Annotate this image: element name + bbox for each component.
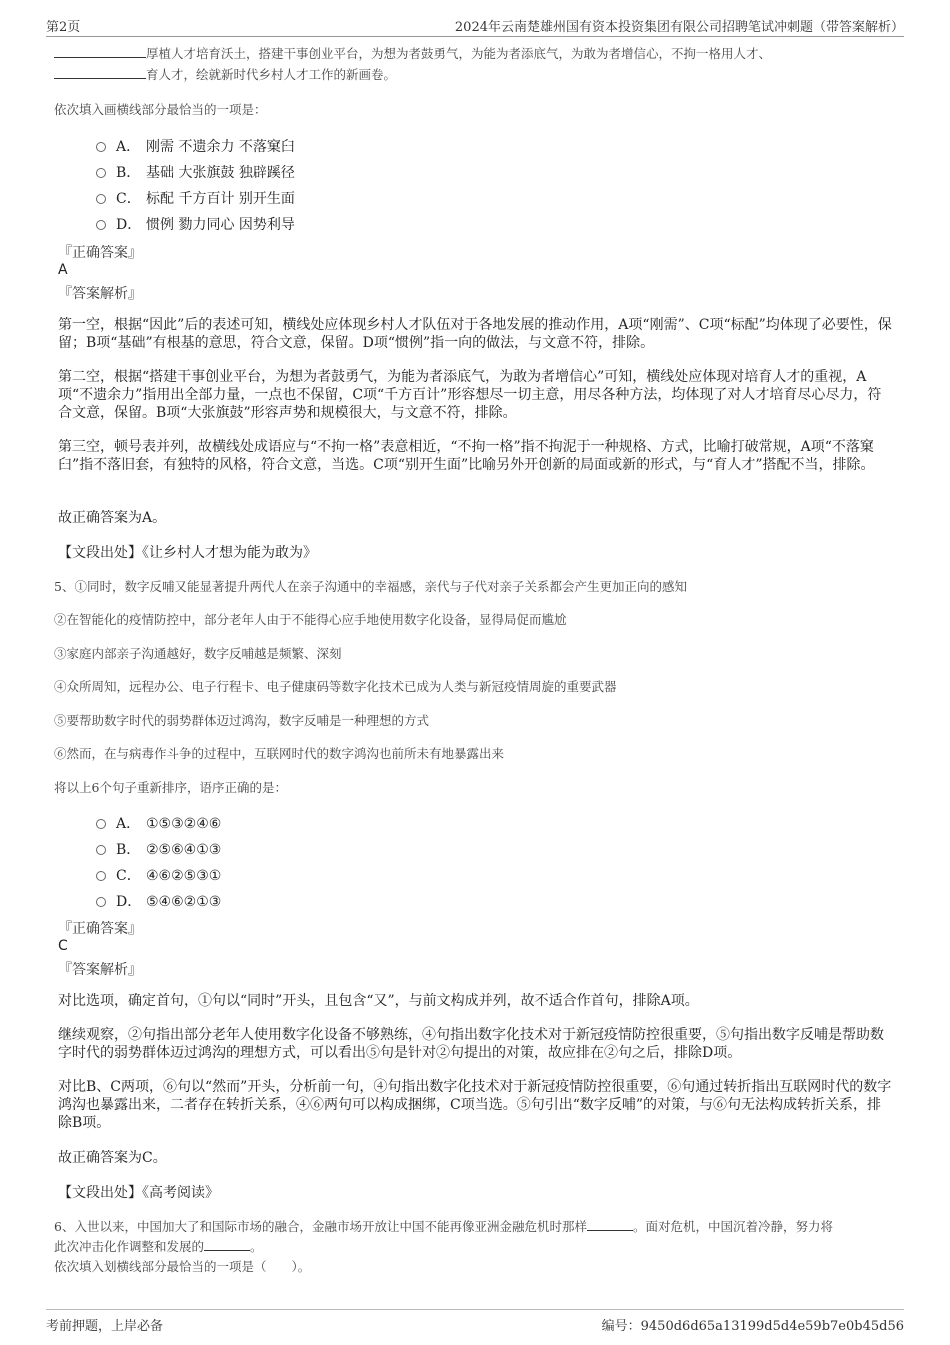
blank-underline — [54, 45, 146, 58]
q4-stem-line-1: 厚植人才培育沃土，搭建干事创业平台，为想为者鼓勇气，为能为者添底气，为敢为者增信心，不拘一格用人才、 — [54, 45, 771, 63]
page-footer — [46, 1309, 904, 1336]
q5-analysis-p4: 故正确答案为C。 — [58, 1150, 167, 1166]
document-id: 编号：9450d6d65a13199d5d4e59b7e0b45d56 — [601, 1319, 904, 1334]
q5-line-3: ③家庭内部亲子沟通越好，数字反哺越是频繁、深刻 — [54, 646, 342, 661]
q6-line-1: 6、入世以来，中国加大了和国际市场的融合，金融市场开放让中国不能再像亚洲金融危机时那样 。面对危机，中国沉着冷静，努力将 — [54, 1219, 833, 1234]
q4-source: 【文段出处】《让乡村人才想为能为敢为》 — [58, 545, 317, 561]
q5-analysis-p3: 对比B、C两项，⑥句以“然而”开头，分析前一句，④句指出数字化技术对于新冠疫情防控很重要，⑥句通过转折指出互联网时代的数字鸿沟也暴露出来，二者存在转折关系，④⑥两句可以构成捆绑，C项当选。⑤句引出“数字反哺”的对策，与⑥句无法构成转折关系，排除B项。 — [58, 1079, 892, 1131]
radio-icon[interactable] — [96, 220, 106, 230]
q4-option-c[interactable]: C． 标配 千方百计 别开生面 — [96, 188, 295, 208]
q5-line-6: ⑥然而，在与病毒作斗争的过程中，互联网时代的数字鸿沟也前所未有地暴露出来 — [54, 746, 505, 761]
blank-underline — [204, 1238, 250, 1251]
q5-line-2: ②在智能化的疫情防控中，部分老年人由于不能得心应手地使用数字化设备，显得局促而尴尬 — [54, 612, 567, 627]
q4-analysis-p3: 第三空，顿号表并列，故横线处成语应与“不拘一格”表意相近，“不拘一格”指不拘泥于一种规格、方式，比喻打破常规，A项“不落窠臼”指不落旧套，有独特的风格，符合文意，当选。C项“别开生面”比喻另外开创新的局面或新的形式，与“育人才”搭配不当，排除。 — [58, 439, 875, 473]
q6-line-2: 此次冲击化作调整和发展的 。 — [54, 1239, 263, 1254]
q5-prompt: 将以上6个句子重新排序，语序正确的是： — [54, 780, 287, 795]
footer-slogan: 考前押题，上岸必备 — [46, 1319, 164, 1334]
q4-prompt: 依次填入画横线部分最恰当的一项是： — [54, 102, 267, 117]
q4-option-a[interactable]: A． 刚需 不遗余力 不落窠臼 — [96, 136, 295, 156]
q5-analysis-p2: 继续观察，②句指出部分老年人使用数字化设备不够熟练，④句指出数字化技术对于新冠疫情防控很重要，⑤句指出数字反哺是帮助数字时代的弱势群体迈过鸿沟的理想方式，可以看出⑤句是针对②句提出的对策，故应排在②句之后，排除D项。 — [58, 1027, 884, 1061]
q4-stem-line-2: 育人才，绘就新时代乡村人才工作的新画卷。 — [54, 66, 396, 84]
q4-analysis-p1: 第一空，根据“因此”后的表述可知，横线处应体现乡村人才队伍对于各地发展的推动作用，A项“刚需”、C项“标配”均体现了必要性，保留；B项“基础”有根基的意思，符合文意，保留。D项“惯例”指一向的做法，与文意不符，排除。 — [58, 317, 892, 351]
page-header — [46, 14, 904, 37]
blank-underline — [587, 1218, 633, 1231]
q4-answer: A — [58, 262, 68, 278]
q5-option-a[interactable]: A． ①⑤③②④⑥ — [96, 813, 221, 833]
radio-icon[interactable] — [96, 142, 106, 152]
q5-option-c[interactable]: C． ④⑥②⑤③① — [96, 865, 221, 885]
q5-analysis-label: 『答案解析』 — [58, 962, 142, 978]
q5-option-d[interactable]: D． ⑤④⑥②①③ — [96, 891, 221, 911]
blank-underline — [54, 66, 146, 79]
q4-answer-label: 『正确答案』 — [58, 245, 142, 261]
radio-icon[interactable] — [96, 168, 106, 178]
q5-line-1: 5、①同时，数字反哺又能显著提升两代人在亲子沟通中的幸福感，亲代与子代对亲子关系都会产生更加正向的感知 — [54, 579, 687, 594]
q5-answer-label: 『正确答案』 — [58, 921, 142, 937]
radio-icon[interactable] — [96, 819, 106, 829]
q5-line-5: ⑤要帮助数字时代的弱势群体迈过鸿沟，数字反哺是一种理想的方式 — [54, 713, 430, 728]
q4-analysis-p2: 第二空，根据“搭建干事创业平台，为想为者鼓勇气，为能为者添底气，为敢为者增信心”可知，横线处应体现对培育人才的重视，A项“不遗余力”指用出全部力量，一点也不保留，C项“千方百计”形容想尽一切主意，用尽各种方法，均体现了对人才培育尽心尽力，符合文意，保留。B项“大张旗鼓”形容声势和规模很大，与文意不符，排除。 — [58, 369, 882, 421]
radio-icon[interactable] — [96, 897, 106, 907]
q4-analysis-p4: 故正确答案为A。 — [58, 510, 167, 526]
radio-icon[interactable] — [96, 194, 106, 204]
page-number: 第2页 — [46, 20, 81, 35]
q6-prompt: 依次填入划横线部分最恰当的一项是（ ）。 — [54, 1259, 311, 1274]
document-title: 2024年云南楚雄州国有资本投资集团有限公司招聘笔试冲刺题（带答案解析） — [454, 20, 904, 35]
q4-option-d[interactable]: D． 惯例 勠力同心 因势利导 — [96, 214, 295, 234]
q5-line-4: ④众所周知，远程办公、电子行程卡、电子健康码等数字化技术已成为人类与新冠疫情周旋的重要武器 — [54, 679, 617, 694]
q4-analysis-label: 『答案解析』 — [58, 286, 142, 302]
q4-option-b[interactable]: B． 基础 大张旗鼓 独辟蹊径 — [96, 162, 295, 182]
q5-analysis-p1: 对比选项，确定首句，①句以“同时”开头，且包含“又”，与前文构成并列，故不适合作首句，排除A项。 — [58, 993, 699, 1009]
radio-icon[interactable] — [96, 845, 106, 855]
radio-icon[interactable] — [96, 871, 106, 881]
q5-option-b[interactable]: B． ②⑤⑥④①③ — [96, 839, 221, 859]
q5-source: 【文段出处】《高考阅读》 — [58, 1185, 219, 1201]
q5-answer: C — [58, 938, 68, 954]
